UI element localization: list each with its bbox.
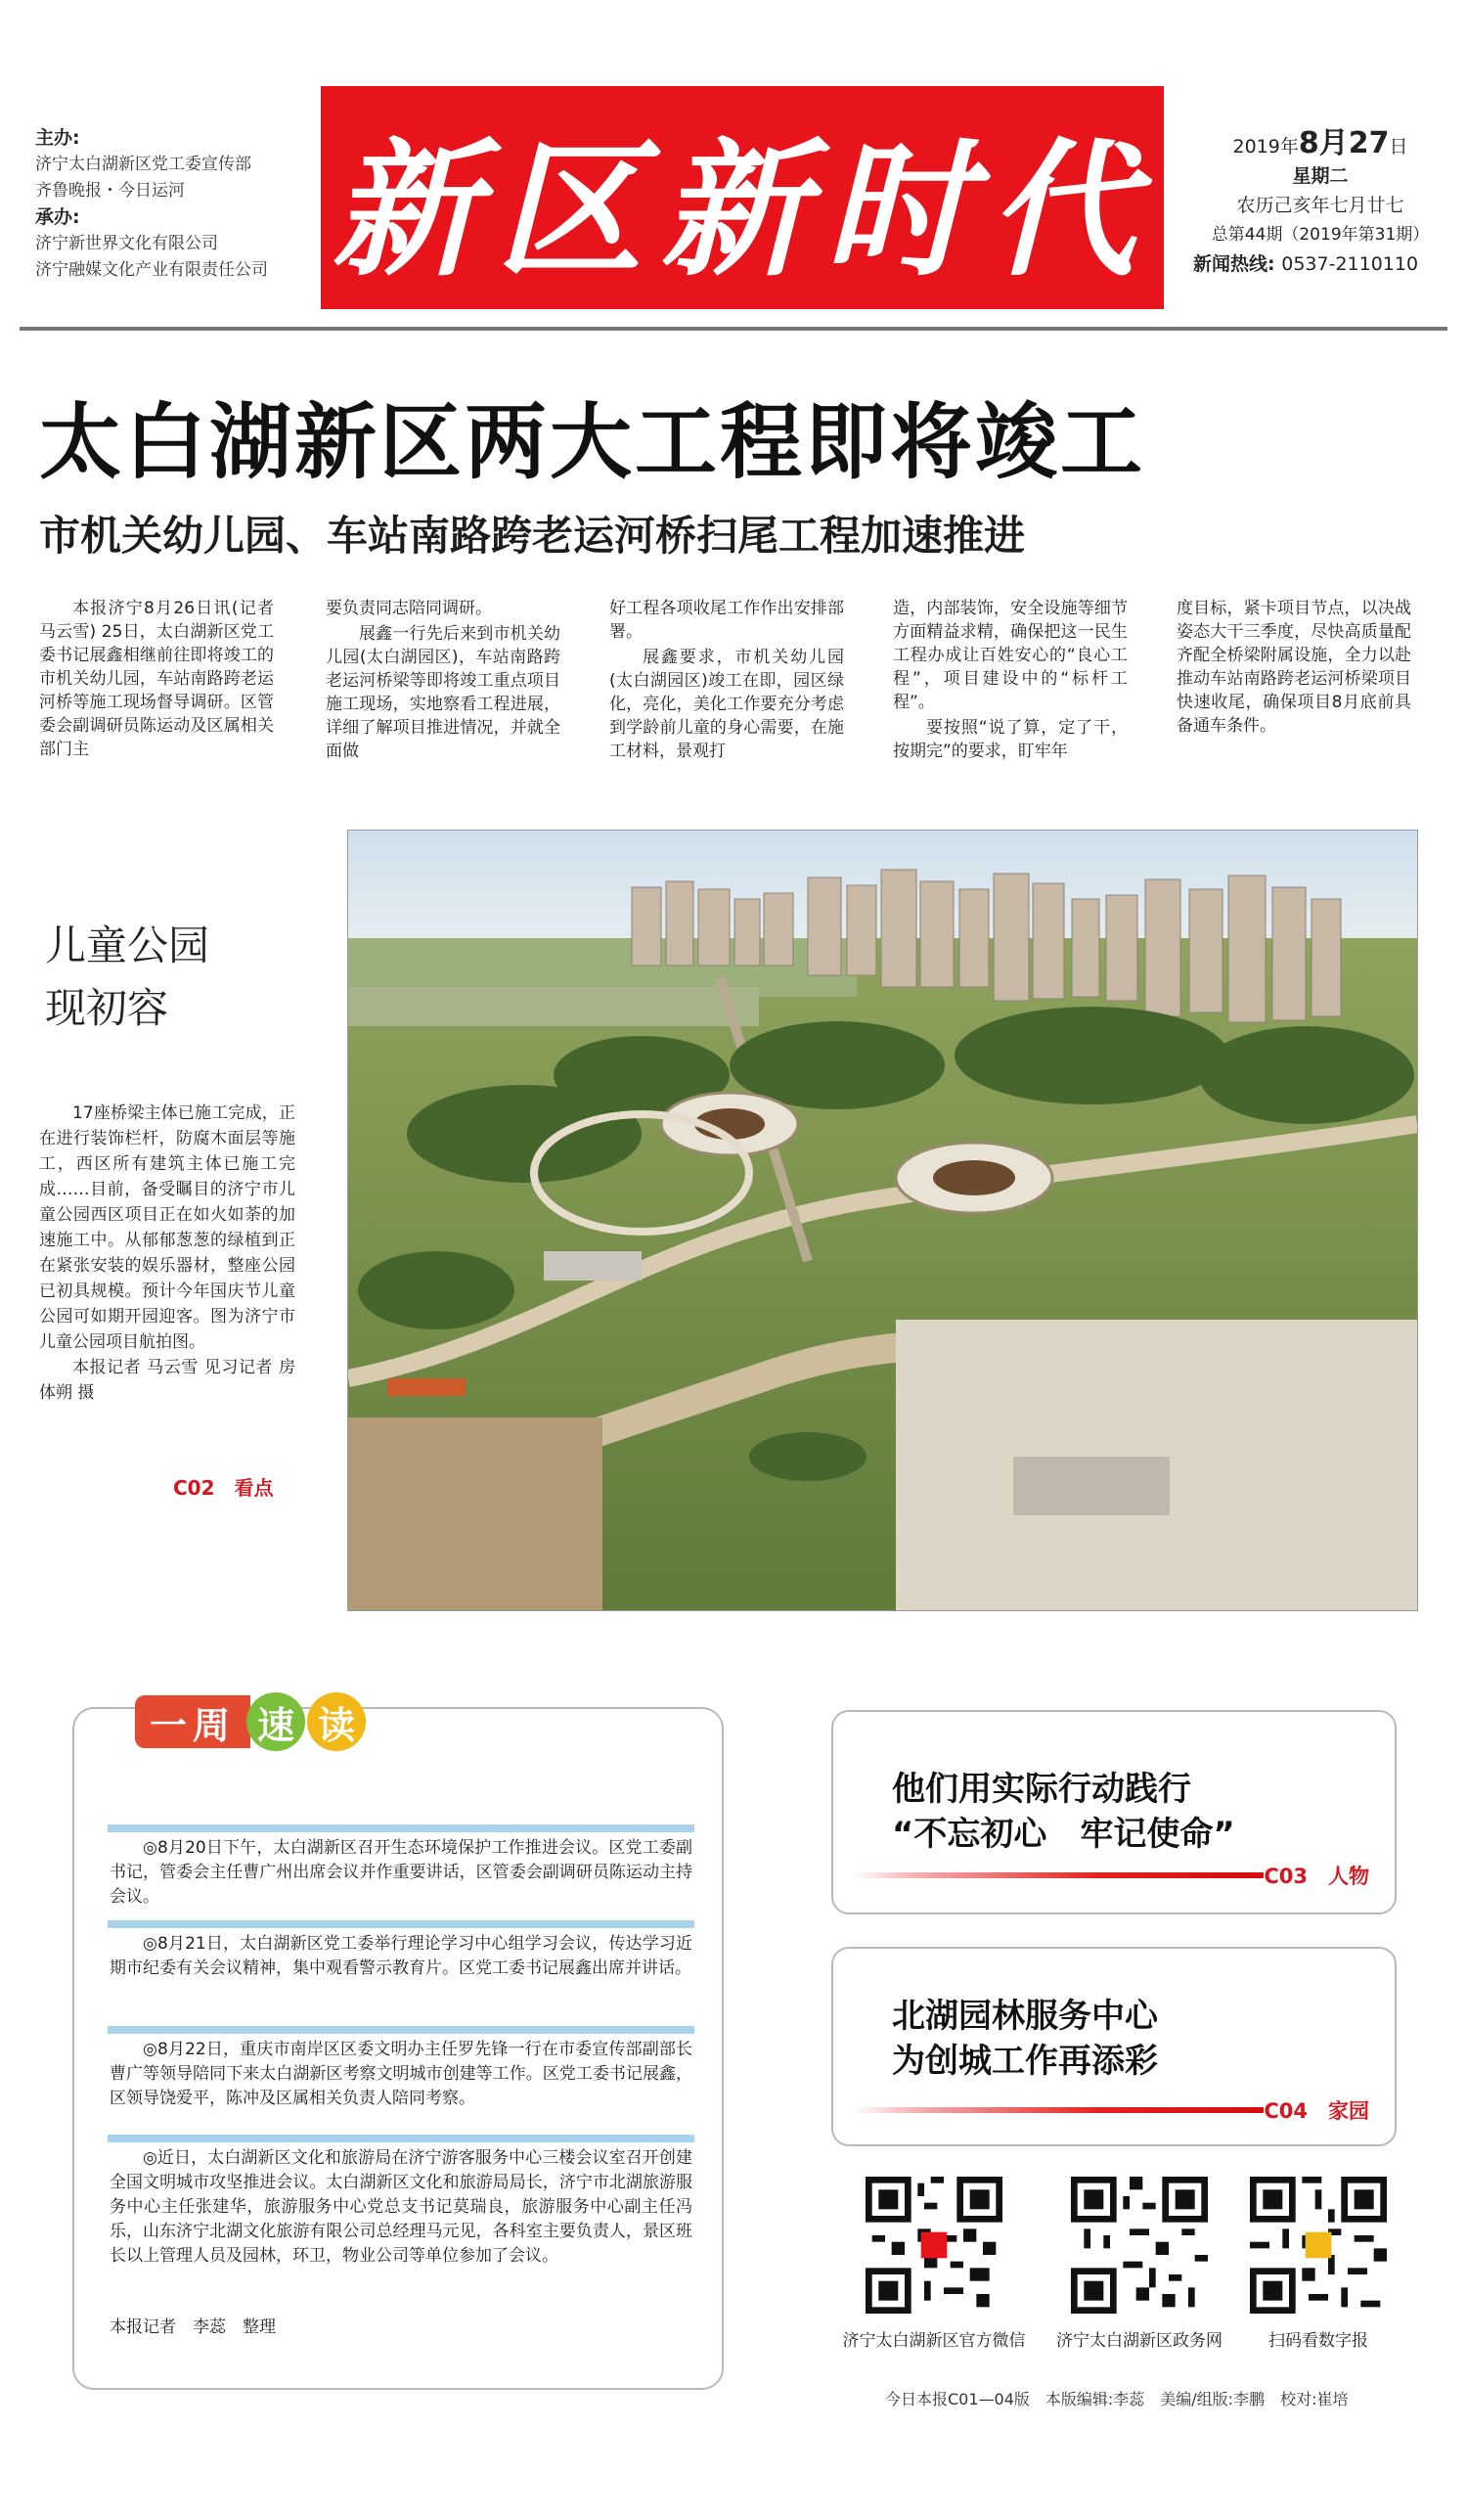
sponsor-line: 齐鲁晚报・今日运河 — [35, 181, 185, 201]
date-month-day: 8月27 — [1298, 126, 1390, 160]
date-year: 2019年 — [1232, 136, 1299, 158]
qr-code-icon — [1071, 2177, 1208, 2314]
qr-official-wechat[interactable] — [866, 2177, 1002, 2318]
photo-title-line: 现初容 — [45, 984, 169, 1032]
issue-number: 总第44期（2019年第31期） — [1211, 225, 1430, 245]
article-paragraph: 展鑫要求，市机关幼儿园(太白湖园区)竣工在即，园区绿化，亮化，美化工作要充分考虑到学龄前儿童的身心需要，在施工材料，景观打 — [609, 648, 844, 761]
badge-word: 读 — [307, 1692, 366, 1751]
qr-digital-paper[interactable] — [1250, 2177, 1387, 2318]
promo-page-ref[interactable]: C04 家园 — [1264, 2099, 1369, 2123]
promo-title-line: 北湖园林服务中心 — [892, 1997, 1158, 2036]
hotline-number: 0537-2110110 — [1281, 253, 1419, 275]
qr-label: 济宁太白湖新区官方微信 — [842, 2331, 1026, 2351]
date-day-suffix: 日 — [1389, 136, 1408, 158]
sponsor-line: 济宁太白湖新区党工委宣传部 — [35, 155, 251, 174]
organizer-line: 济宁融媒文化产业有限责任公司 — [35, 260, 268, 280]
organizer-label: 承办: — [35, 206, 80, 228]
article-column-1 — [39, 597, 274, 763]
sub-headline: 市机关幼儿园、车站南路跨老运河桥扫尾工程加速推进 — [39, 512, 1026, 560]
weekly-divider — [108, 2026, 694, 2034]
promo-box-garden[interactable] — [831, 1947, 1397, 2146]
badge-word: 速 — [246, 1692, 305, 1751]
sponsor-label: 主办: — [35, 127, 80, 149]
qr-government-site[interactable] — [1071, 2177, 1208, 2318]
main-headline: 太白湖新区两大工程即将竣工 — [39, 394, 1146, 490]
promo-title-line: 他们用实际行动践行 — [892, 1770, 1191, 1809]
photo-caption — [39, 1101, 295, 1406]
masthead-banner — [321, 86, 1164, 309]
article-paragraph: 展鑫一行先后来到市机关幼儿园(太白湖园区)，车站南路跨老运河桥梁等即将竣工重点项目施工现场，实地察看工程进展，详细了解项目推进情况，并就全面做 — [326, 624, 560, 761]
aerial-photo-illustration — [348, 831, 1417, 1610]
qr-code-icon — [866, 2177, 1002, 2314]
weekly-item — [110, 2038, 692, 2111]
promo-box-people[interactable] — [831, 1710, 1397, 1914]
photo-credit: 本报记者 马云雪 见习记者 房体朔 摄 — [39, 1358, 295, 1403]
newspaper-title: 新区新时代 — [331, 124, 1153, 296]
weekly-divider — [108, 2135, 694, 2142]
article-paragraph: 好工程各项收尾工作作出安排部署。 — [609, 599, 844, 642]
promo-accent-bar — [853, 1872, 1264, 1878]
promo-title-line: “不忘初心 牢记使命” — [892, 1815, 1235, 1854]
photo-story-title — [45, 915, 329, 1040]
promo-page-ref[interactable]: C03 人物 — [1264, 1865, 1369, 1888]
weekly-item-text: ◎8月20日下午，太白湖新区召开生态环境保护工作推进会议。区党工委副书记，管委会主任曹广州出席会议并作重要讲话，区管委会副调研员陈运动主持会议。 — [110, 1838, 692, 1907]
weekly-divider — [108, 1920, 694, 1928]
date-block — [1193, 126, 1447, 279]
weekly-divider — [108, 1824, 694, 1832]
promo-title — [892, 1994, 1342, 2084]
badge-word: 一周 — [135, 1695, 250, 1748]
article-paragraph: 要负责同志陪同调研。 — [326, 599, 492, 618]
page-footer-credits: 今日本报C01—04版 本版编辑:李蕊 美编/组版:李鹏 校对:崔培 — [885, 2390, 1349, 2408]
weekly-item-text: ◎8月22日，重庆市南岸区区委文明办主任罗先锋一行在市委宣传部副部长曹广等领导陪同下来太白湖新区考察文明城市创建等工作。区党工委书记展鑫，区领导饶爱平，陈冲及区属相关负责人陪同考察。 — [110, 2040, 692, 2108]
weekly-item-text: ◎8月21日，太白湖新区党工委举行理论学习中心组学习会议，传达学习近期市纪委有关会议精神，集中观看警示教育片。区党工委书记展鑫出席并讲话。 — [110, 1934, 692, 1978]
hotline — [1193, 249, 1447, 279]
weekly-item — [110, 1932, 692, 1981]
photo-title-line: 儿童公园 — [45, 922, 210, 969]
article-paragraph: 本报济宁8月26日讯(记者 马云雪) 25日，太白湖新区党工委书记展鑫相继前往即将竣工的市机关幼儿园，车站南路跨老运河桥等施工现场督导调研。区管委会副调研员陈运动及区属相关部门主 — [39, 599, 274, 759]
weekly-item-text: ◎近日，太白湖新区文化和旅游局在济宁游客服务中心三楼会议室召开创建全国文明城市攻坚推进会议。太白湖新区文化和旅游局局长，济宁市北湖旅游服务中心主任张建华，旅游服务中心党总支书记莫瑞良，旅游服务中心副主任冯乐，山东济宁北湖文化旅游有限公司总经理马元见，各科室主要负责人，景区班长以上管理人员及园林，环卫，物业公司等单位参加了会议。 — [110, 2148, 692, 2266]
organizer-line: 济宁新世界文化有限公司 — [35, 234, 218, 253]
qr-code-icon — [1250, 2177, 1387, 2314]
article-column-4 — [893, 597, 1128, 765]
article-column-3 — [609, 597, 844, 765]
photo-caption-text: 17座桥梁主体已施工完成，正在进行装饰栏杆，防腐木面层等施工，西区所有建筑主体已施工完成……目前，备受瞩目的济宁市儿童公园西区项目正在如火如荼的加速施工中。从郁郁葱葱的绿植到正在紧张安装的娱乐器材，整座公园已初具规模。预计今年国庆节儿童公园可如期开园迎客。图为济宁市儿童公园项目航拍图。 — [39, 1103, 295, 1352]
article-paragraph: 造，内部装饰，安全设施等细节方面精益求精，确保把这一民生工程办成让百姓安心的“良心工程”，项目建设中的“标杆工程”。 — [893, 599, 1128, 712]
qr-label: 济宁太白湖新区政务网 — [1056, 2331, 1222, 2351]
weekly-item — [110, 1836, 692, 1910]
article-column-5 — [1177, 597, 1411, 740]
weekly-item — [110, 2146, 692, 2269]
weekday: 星期二 — [1292, 165, 1349, 187]
article-column-2 — [326, 597, 560, 765]
promo-accent-bar — [853, 2107, 1264, 2113]
article-paragraph: 度目标，紧卡项目节点，以决战姿态大干三季度，尽快高质量配齐配全桥梁附属设施，全力以赴推动车站南路跨老运河桥梁项目快速收尾，确保项目8月底前具备通车条件。 — [1177, 599, 1411, 736]
lunar-date: 农历己亥年七月廿七 — [1236, 195, 1404, 216]
weekly-read-badge — [135, 1692, 366, 1751]
promo-title — [892, 1767, 1342, 1857]
promo-title-line: 为创城工作再添彩 — [892, 2042, 1158, 2081]
aerial-park-photo — [347, 830, 1418, 1611]
article-paragraph: 要按照“说了算，定了干，按期完”的要求，盯牢年 — [893, 718, 1128, 761]
weekly-credit: 本报记者 李蕊 整理 — [110, 2318, 276, 2337]
qr-label: 扫码看数字报 — [1268, 2331, 1368, 2351]
sponsor-block — [35, 125, 329, 284]
masthead-divider — [20, 327, 1447, 331]
photo-story-page-ref[interactable]: C02 看点 — [173, 1476, 274, 1500]
hotline-label: 新闻热线: — [1193, 253, 1275, 275]
